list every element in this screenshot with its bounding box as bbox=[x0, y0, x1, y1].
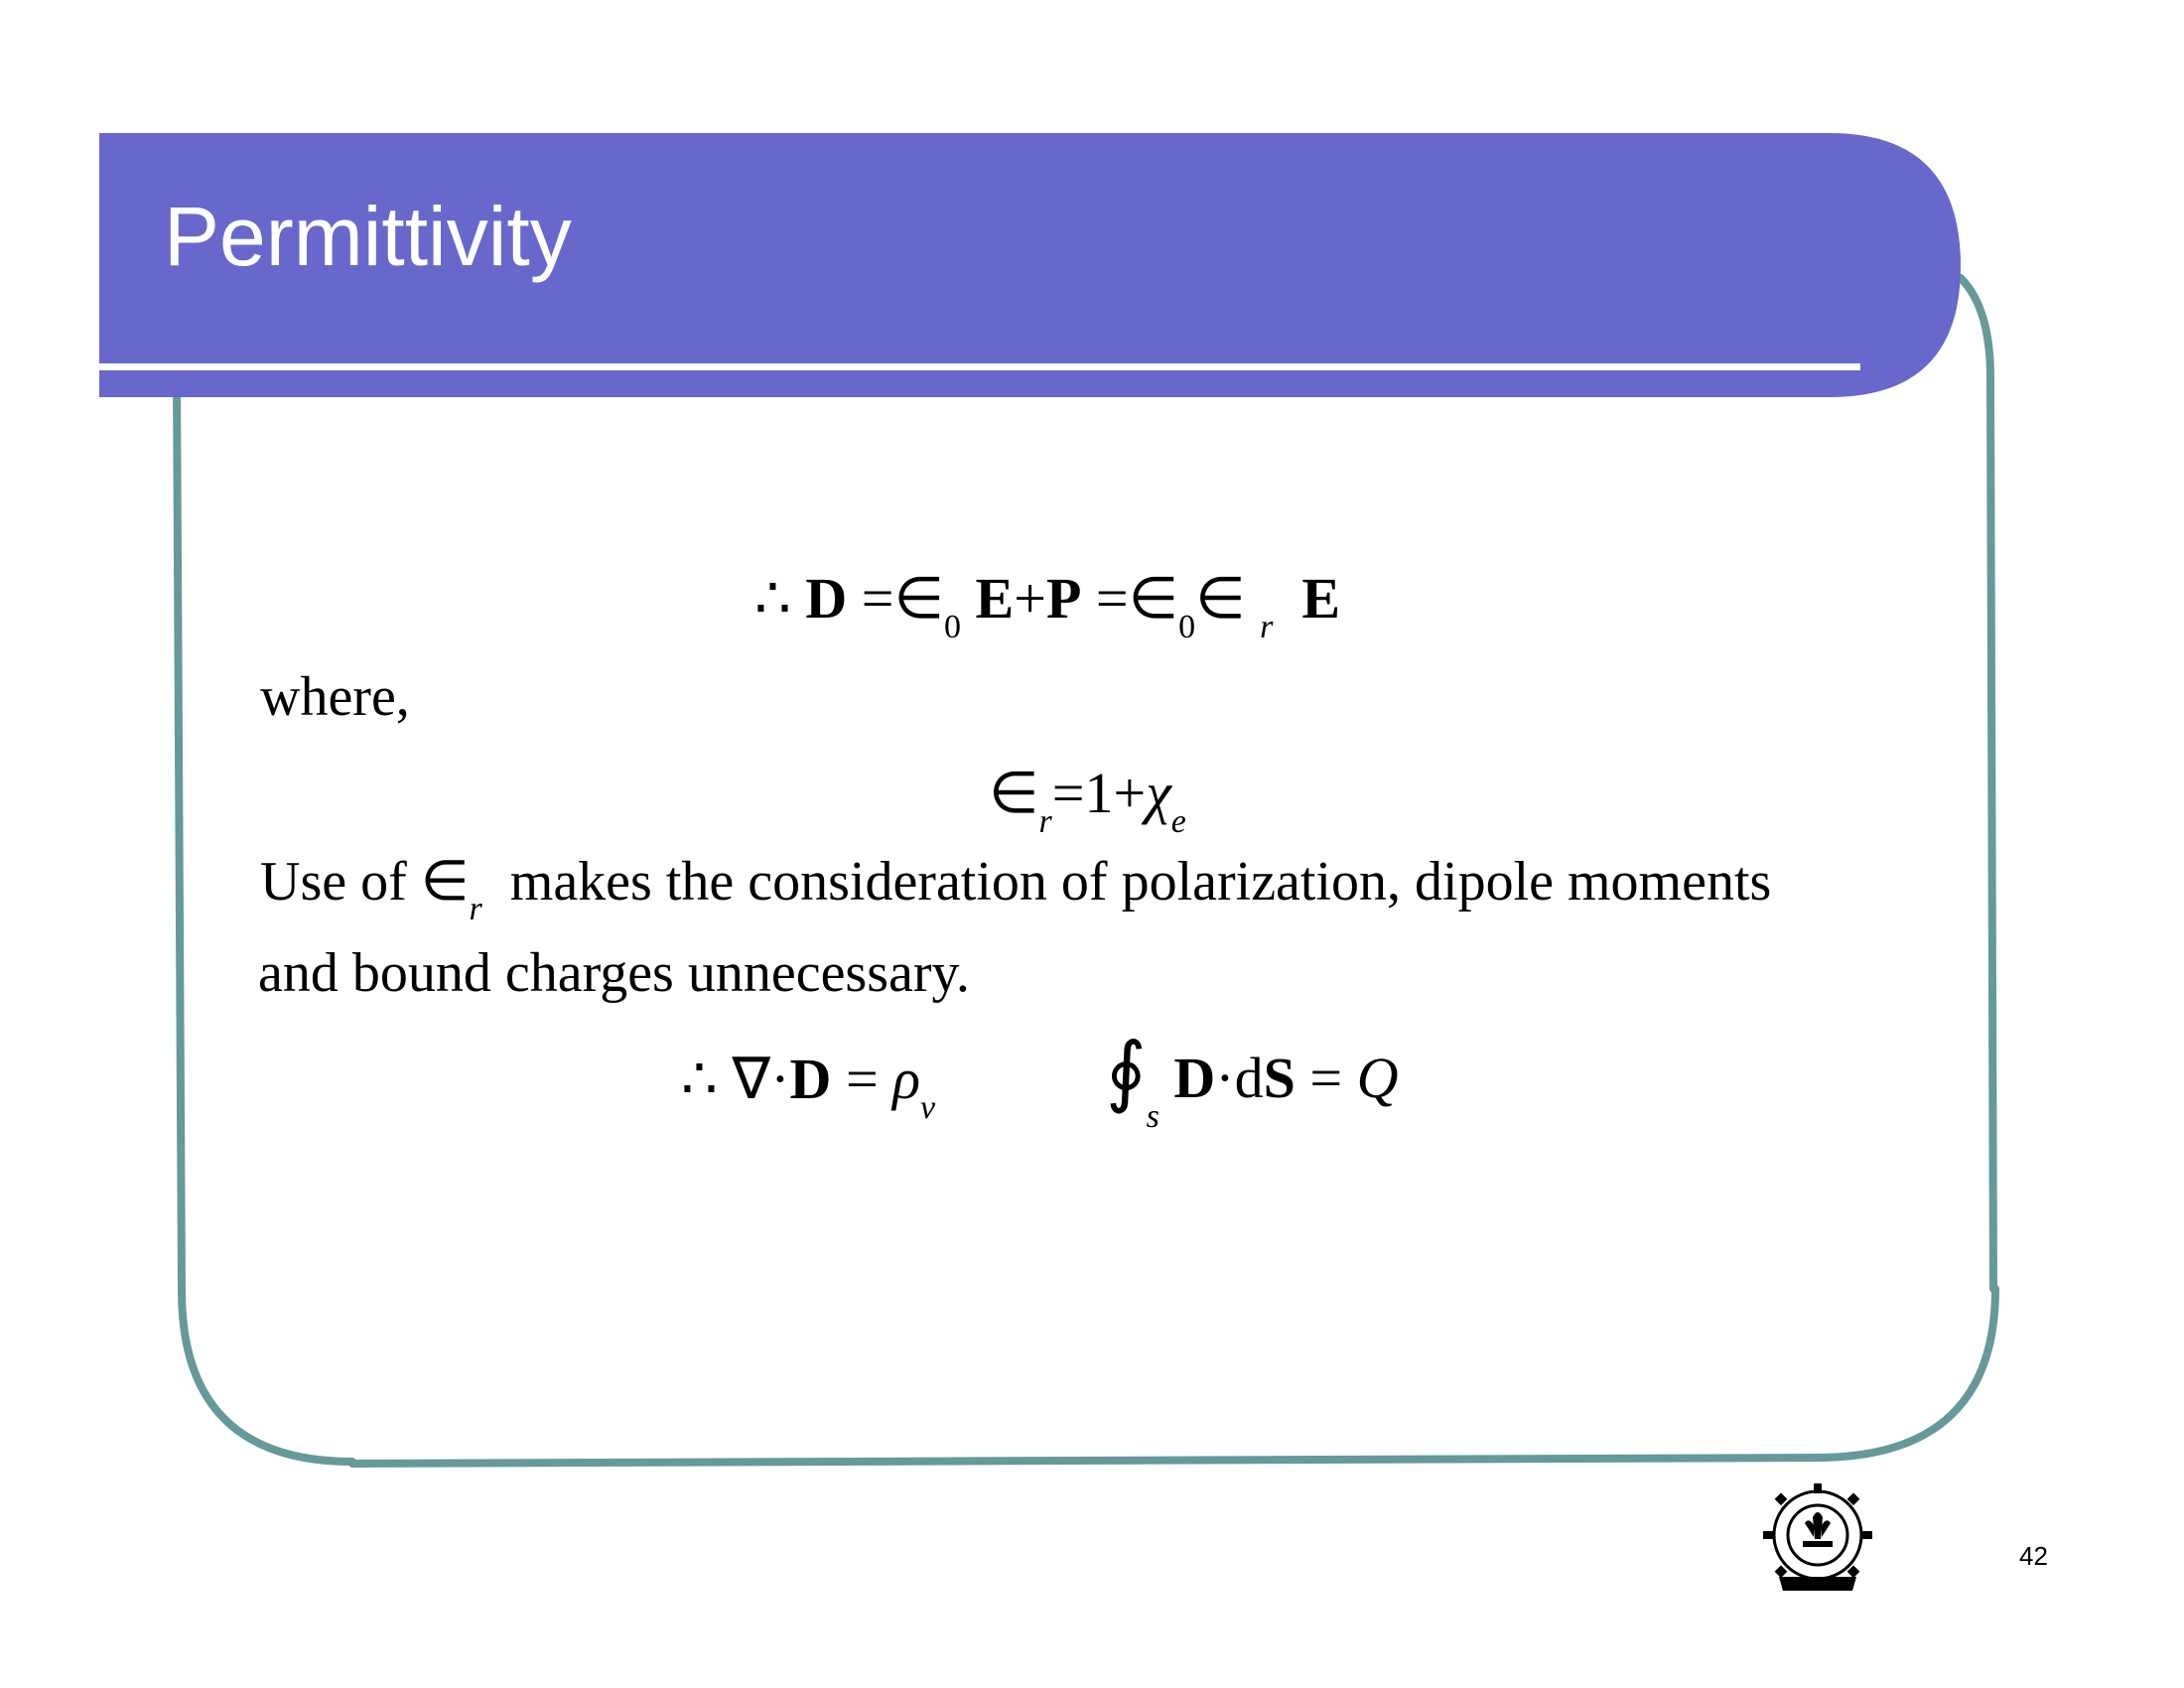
equation-gauss-differential bbox=[681, 1047, 936, 1126]
equation-rhs: =1+ bbox=[1051, 761, 1147, 825]
symbol-D: D bbox=[1173, 1046, 1216, 1110]
nabla-symbol: ∇ bbox=[732, 1047, 771, 1111]
subscript-r: r bbox=[1038, 803, 1052, 840]
text-makes-consideration: makes the consideration of polarization, dipole moments bbox=[509, 851, 1772, 913]
frame-left-line bbox=[177, 377, 352, 1462]
epsilon-symbol: ∈ bbox=[1195, 566, 1246, 631]
rho-symbol: ρ bbox=[892, 1047, 920, 1111]
institute-seal-logo bbox=[1757, 1477, 1878, 1599]
symbol-Q: Q bbox=[1356, 1046, 1399, 1110]
plus-sign: + bbox=[1014, 566, 1046, 631]
equals-sign: = bbox=[1095, 566, 1129, 631]
equals-sign: = bbox=[1309, 1046, 1343, 1110]
page-number: 42 bbox=[2019, 1541, 2048, 1571]
subscript-e: e bbox=[1170, 803, 1186, 840]
subscript-v: v bbox=[920, 1089, 936, 1126]
equation-displacement bbox=[754, 566, 1341, 645]
slide-title: Permittivity bbox=[164, 190, 572, 283]
epsilon-symbol: ∈ bbox=[1128, 566, 1179, 631]
body-line-2: and bound charges unnecessary. bbox=[258, 942, 970, 1004]
epsilon-symbol: ∈ bbox=[893, 566, 945, 631]
subscript-r: r bbox=[1260, 609, 1274, 645]
symbol-S: S bbox=[1263, 1046, 1296, 1110]
chi-symbol: χ bbox=[1146, 761, 1171, 825]
dot-operator: · bbox=[1215, 1046, 1235, 1110]
frame-right-line bbox=[1961, 278, 1993, 1289]
dot-operator: · bbox=[770, 1047, 790, 1111]
therefore-symbol: ∴ bbox=[681, 1047, 718, 1111]
symbol-E: E bbox=[975, 566, 1015, 631]
body-line-1 bbox=[260, 851, 1772, 927]
header-underline bbox=[99, 363, 1860, 370]
symbol-P: P bbox=[1045, 566, 1082, 631]
frame-bottom-line bbox=[352, 1289, 1995, 1464]
symbol-D: D bbox=[805, 566, 848, 631]
equals-sign: = bbox=[861, 566, 894, 631]
text-use-of: Use of bbox=[260, 851, 407, 913]
where-label: where, bbox=[260, 666, 410, 728]
symbol-E: E bbox=[1301, 566, 1341, 631]
equation-relative-permittivity bbox=[989, 761, 1186, 840]
differential-d: d bbox=[1234, 1046, 1264, 1110]
subscript-zero: 0 bbox=[1178, 609, 1196, 645]
contour-integral-symbol: ∮ bbox=[1106, 1028, 1147, 1114]
equals-sign: = bbox=[845, 1047, 879, 1111]
symbol-D: D bbox=[789, 1047, 832, 1111]
epsilon-symbol: ∈ bbox=[420, 851, 470, 913]
epsilon-symbol: ∈ bbox=[989, 761, 1039, 825]
equation-gauss-integral bbox=[1106, 1028, 1399, 1135]
therefore-symbol: ∴ bbox=[754, 566, 791, 631]
subscript-s: s bbox=[1146, 1098, 1160, 1135]
subscript-r: r bbox=[469, 891, 482, 927]
subscript-zero: 0 bbox=[944, 609, 962, 645]
